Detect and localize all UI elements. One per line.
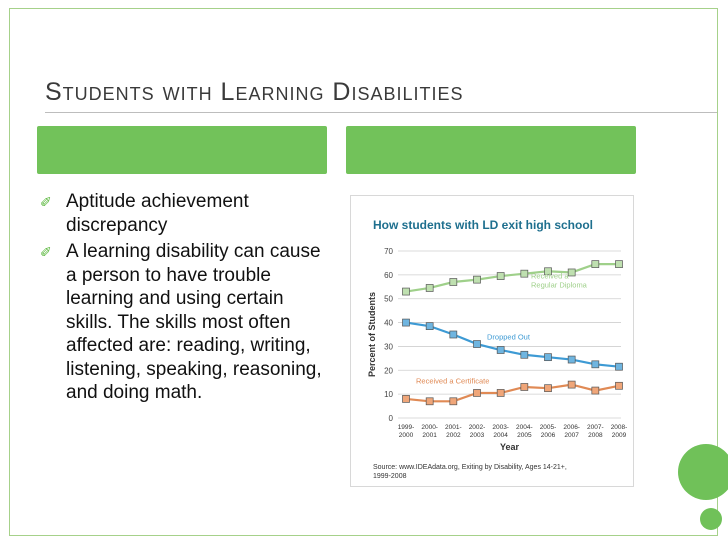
source-note: Source: www.IDEAdata.org, Exiting by Disability, Ages 14-21+, (373, 464, 567, 471)
data-point (474, 341, 481, 348)
decorative-circle-large (678, 444, 728, 500)
data-point (592, 361, 599, 368)
y-tick-label: 70 (384, 247, 393, 256)
decorative-circle-small (700, 508, 722, 530)
x-tick-label: 2002- (468, 424, 486, 431)
series-label: Dropped Out (487, 332, 530, 342)
data-point (403, 319, 410, 326)
data-point (568, 269, 575, 276)
x-tick-label: 2007- (587, 424, 604, 431)
y-tick-label: 20 (384, 366, 393, 376)
chart-title: How students with LD exit high school (373, 218, 594, 232)
bullet-item (40, 240, 325, 405)
data-point (497, 389, 504, 396)
x-tick-label: 2007 (564, 432, 579, 439)
slide-title: Students with Learning Disabilities (45, 78, 464, 106)
x-tick-label: 1999- (397, 424, 415, 431)
y-axis-label: Percent of Students (367, 291, 377, 378)
data-point (616, 363, 623, 370)
data-point (474, 276, 481, 283)
bullet-list (40, 190, 325, 405)
x-tick-label: 2005- (539, 424, 557, 431)
y-tick-label: 50 (384, 294, 393, 304)
data-point (568, 356, 575, 363)
data-point (450, 331, 457, 338)
series-line (406, 385, 619, 402)
x-axis-label: Year (499, 442, 520, 452)
series-line (406, 264, 619, 291)
data-point (403, 288, 410, 295)
x-tick-label: 2001- (445, 424, 462, 431)
x-tick-label: 2008 (588, 432, 603, 439)
x-tick-label: 2001 (422, 432, 437, 439)
line-chart (351, 196, 633, 486)
x-tick-label: 2006- (563, 424, 580, 431)
data-point (521, 351, 528, 358)
data-point (426, 323, 433, 330)
left-header-bar (37, 126, 327, 174)
bullet-item (40, 190, 325, 237)
data-point (403, 395, 410, 402)
x-tick-label: 2003- (492, 424, 509, 431)
x-tick-label: 2002 (446, 432, 461, 439)
data-point (474, 389, 481, 396)
x-tick-label: 2008- (610, 424, 628, 431)
data-point (616, 382, 623, 389)
data-point (426, 398, 433, 405)
data-point (592, 387, 599, 394)
y-tick-label: 10 (384, 390, 393, 400)
x-tick-label: 2004 (493, 432, 508, 439)
data-point (521, 383, 528, 390)
right-header-bar (346, 126, 636, 174)
data-point (616, 261, 623, 268)
data-point (450, 279, 457, 286)
series-label: Received a Certificate (416, 376, 490, 386)
x-tick-label: 2006 (540, 432, 556, 439)
x-tick-label: 2003 (469, 432, 485, 439)
title-divider (45, 112, 717, 113)
data-point (497, 273, 504, 280)
source-note: 1999-2008 (373, 473, 407, 480)
x-tick-label: 2009 (611, 432, 627, 439)
bullet-icon: ✐ (40, 194, 52, 210)
series-label: Received a (531, 271, 569, 281)
x-tick-label: 2000 (398, 432, 414, 439)
data-point (426, 284, 433, 291)
y-tick-label: 40 (384, 318, 393, 328)
x-tick-label: 2000- (421, 424, 438, 431)
series-label: Regular Diploma (531, 280, 587, 290)
x-tick-label: 2004- (516, 424, 533, 431)
data-point (568, 381, 575, 388)
data-point (521, 270, 528, 277)
data-point (450, 398, 457, 405)
data-point (545, 385, 552, 392)
chart-figure (350, 195, 634, 487)
y-tick-label: 60 (384, 270, 393, 280)
bullet-text: A learning disability can cause a person to have trouble learning and using certain skills. The skills most often affected are: reading, writing, listening, speaking, reasoning, and doing math. (66, 241, 322, 403)
y-tick-label: 30 (384, 342, 393, 352)
data-point (592, 261, 599, 268)
data-point (545, 354, 552, 361)
bullet-icon: ✐ (40, 244, 52, 260)
x-tick-label: 2005 (517, 432, 532, 439)
series-line (406, 323, 619, 367)
y-tick-label: 0 (388, 414, 393, 423)
data-point (497, 347, 504, 354)
bullet-text: Aptitude achievement discrepancy (66, 191, 249, 236)
